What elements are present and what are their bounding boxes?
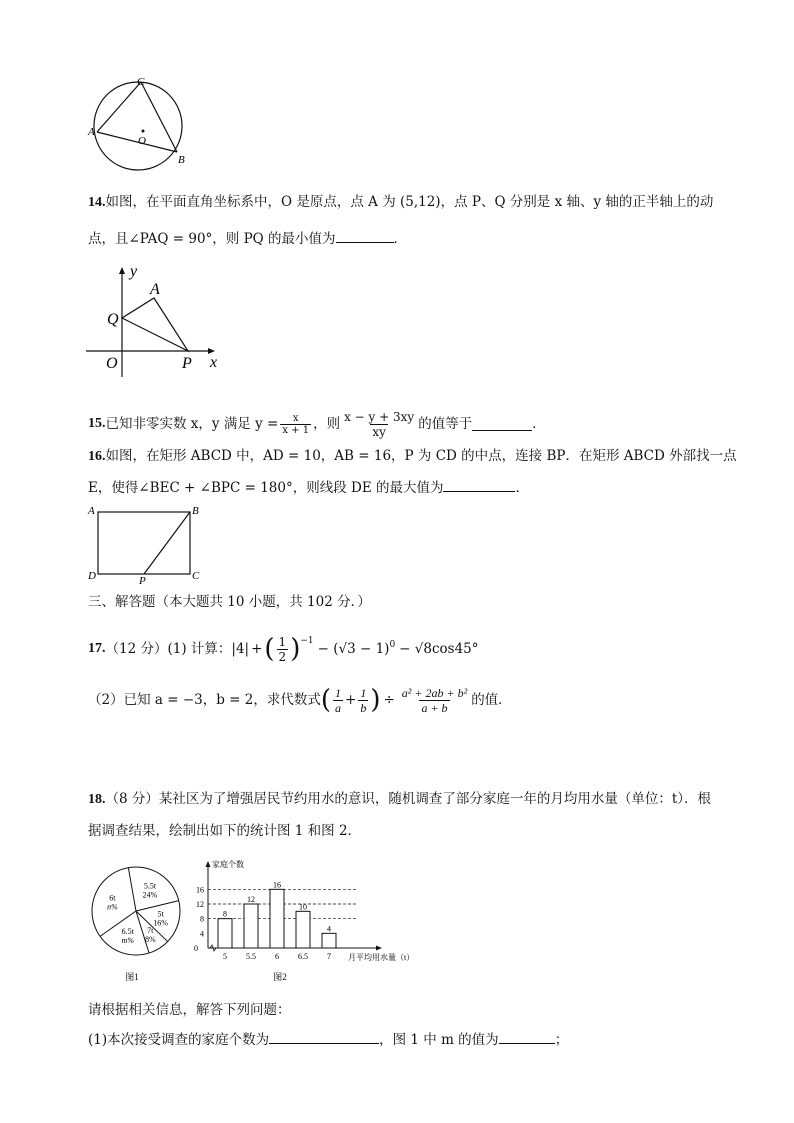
q17-fraction-1a: $\frac{1}{a}$ (335, 685, 342, 715)
q17-part1-label: （12 分）(1) 计算： (105, 641, 232, 657)
q17-part2: （2）已知 a = −3，b = 2，求代数式 ( $\frac{1}{a}$ + $\frac{1}{b}$ ) ÷ $\frac{\text{a² + 2ab + b²}}{a + b}$ 的值． (88, 685, 512, 715)
label-p: P (182, 355, 192, 372)
label-o: O (106, 355, 118, 372)
bar (296, 911, 310, 948)
bar (322, 933, 336, 948)
rectangle-abcd (98, 512, 190, 574)
q14-line1 (88, 193, 713, 212)
q18-prompt: 请根据相关信息，解答下列问题： (88, 1002, 291, 1018)
q18-question1: (1)本次接受调查的家庭个数为 ，图 1 中 m 的值为 ； (88, 1032, 569, 1048)
q15-fraction-1: $\frac{x}{x + 1}$ (282, 412, 310, 436)
q17-part2-text: （2）已知 a = −3，b = 2，求代数式 (88, 692, 321, 708)
q17-exponent-1: −1 (300, 636, 314, 646)
label-b: B (192, 505, 199, 517)
bar-value-label: 12 (247, 895, 255, 904)
bar-value-label: 16 (273, 880, 281, 890)
q16-number: 16. (88, 449, 106, 464)
bar (270, 889, 284, 948)
q15-answer-blank (472, 418, 532, 431)
q17-term-2: − (√3 − 1) (317, 641, 390, 657)
coordinate-figure (84, 262, 229, 377)
y-axis-title: 家庭个数 (212, 860, 244, 869)
chord-ab (97, 132, 177, 152)
pie-chart (88, 856, 188, 986)
q15-number: 15. (88, 416, 106, 431)
pie-slice-percent: n% (107, 902, 118, 912)
q17-fraction: $\frac{1}{2}$ (278, 634, 287, 664)
pie-slice-label: 7t (147, 926, 154, 936)
q16-answer-blank (443, 479, 515, 492)
y-tick-label: 4 (200, 929, 204, 939)
q17-paren-close: ) (290, 634, 301, 664)
bar-value-label: 4 (327, 924, 331, 934)
q16-line1 (88, 447, 737, 466)
y-tick-label: 12 (196, 900, 204, 909)
circle-figure (86, 76, 196, 176)
q16-text-1: 如图，在矩形 ABCD 中，AD = 10，AB = 16，P 为 CD 的中点，连接 BP．在矩形 ABCD 外部找一点 (105, 448, 737, 464)
x-tick-label: 6 (275, 952, 279, 961)
q16-text-2: E，使得∠BEC + ∠BPC = 180°，则线段 DE 的最大值为 (88, 480, 444, 496)
bar-value-label: 8 (223, 909, 227, 919)
q17-abs-term: |4| (231, 641, 250, 657)
label-a: A (150, 281, 160, 298)
bar (244, 904, 258, 948)
x-tick-label: 6.5 (298, 952, 308, 961)
label-d: D (88, 570, 96, 582)
q15-text-1: 已知非零实数 x，y 满足 y = (105, 416, 279, 432)
x-tick-label: 5.5 (246, 952, 256, 961)
label-c: C (137, 76, 145, 88)
q14-number: 14. (88, 195, 106, 210)
q18-answer-blank-1 (269, 1031, 379, 1044)
q17-part1: 17. （12 分）(1) 计算： |4| + ( $\frac{1}{2}$ ) $^{-1}$ − (√3 − 1) $^0$ − √8cos45° (88, 634, 479, 664)
q17-paren-open: ( (264, 634, 275, 664)
q17-exponent-2: 0 (389, 640, 396, 650)
rectangle-figure (84, 502, 209, 586)
y-axis-arrow (206, 861, 211, 867)
x-tick-label: 7 (327, 952, 331, 961)
pie-slice-label: 6t (109, 893, 116, 903)
center-point (142, 130, 145, 133)
section-heading: 三、解答题（本大题共 10 小题，共 102 分．） (88, 594, 371, 610)
segment-bp (144, 512, 190, 574)
bar-value-label: 10 (299, 902, 307, 912)
q14-answer-blank (336, 230, 394, 243)
x-axis-arrow (376, 946, 382, 951)
q14-line2: 点，且∠PAQ = 90°，则 PQ 的最小值为 ． (88, 231, 408, 247)
q18-line2: 据调查结果，绘制出如下的统计图 1 和图 2． (88, 823, 362, 839)
x-tick-label: 5 (223, 952, 227, 961)
pie-caption: 图1 (125, 972, 139, 982)
q18-text-1: （8 分）某社区为了增强居民节约用水的意识，随机调查了部分家庭一年的月均用水量（单位：t）．根 (105, 791, 712, 807)
chord-cb (141, 82, 177, 152)
label-a: A (88, 126, 95, 138)
label-p: P (139, 575, 146, 586)
q18-line1 (88, 790, 711, 809)
q17-fraction-1b: $\frac{1}{b}$ (360, 685, 367, 715)
q17-fraction-2: $\frac{\text{a² + 2ab + b²}}{a + b}$ (401, 685, 468, 715)
label-b: B (178, 154, 185, 166)
label-q: Q (107, 311, 119, 328)
q14-text-1: 如图，在平面直角坐标系中，O 是原点，点 A 为 (5,12)，点 P、Q 分别是 x 轴、y 轴的正半轴上的动 (105, 194, 714, 210)
q14-text-2: 点，且∠PAQ = 90°，则 PQ 的最小值为 (88, 231, 336, 247)
y-tick-label: 8 (200, 914, 204, 924)
chord-ca (97, 82, 141, 132)
y-axis-arrow (119, 267, 125, 274)
triangle-qap (122, 298, 188, 351)
x-axis-title: 月平均用水量（t） (348, 953, 415, 962)
label-a: A (88, 505, 95, 517)
q15-text-2: ，则 (313, 416, 341, 432)
q17-term-3: − √8cos45° (399, 641, 479, 657)
pie-slice-percent: 24% (142, 890, 158, 900)
bar (218, 919, 232, 948)
pie-slice-label: 5t (157, 909, 164, 919)
y-tick-label: 16 (196, 885, 204, 895)
q15-text-3: 的值等于 (418, 416, 473, 432)
pie-slice-label: 5.5t (143, 881, 157, 891)
label-c: C (192, 570, 200, 582)
q16-line2: E，使得∠BEC + ∠BPC = 180°，则线段 DE 的最大值为 ． (88, 480, 529, 496)
q15-fraction-2: $\frac{x - y + 3xy}{xy}$ (344, 409, 415, 439)
pie-slice-percent: 8% (144, 935, 156, 945)
label-x: x (210, 354, 218, 371)
label-o: O (138, 135, 146, 147)
q18-answer-blank-2 (499, 1031, 555, 1044)
q15-line: 15. 已知非零实数 x，y 满足 y = $\frac{x}{x + 1}$ ，则 $\frac{x - y + 3xy}{xy}$ 的值等于 ． (88, 409, 546, 439)
origin-label: 0 (194, 944, 198, 953)
pie-slice-label: 6.5t (121, 927, 134, 937)
q17-number: 17. (88, 641, 106, 656)
pie-slice-percent: 16% (153, 918, 168, 928)
label-y: y (130, 263, 138, 280)
bar-caption: 图2 (273, 972, 287, 982)
circle-outline (94, 82, 182, 170)
q18-number: 18. (88, 792, 106, 807)
bar-chart (186, 856, 436, 986)
pie-slice-percent: m% (121, 936, 135, 946)
